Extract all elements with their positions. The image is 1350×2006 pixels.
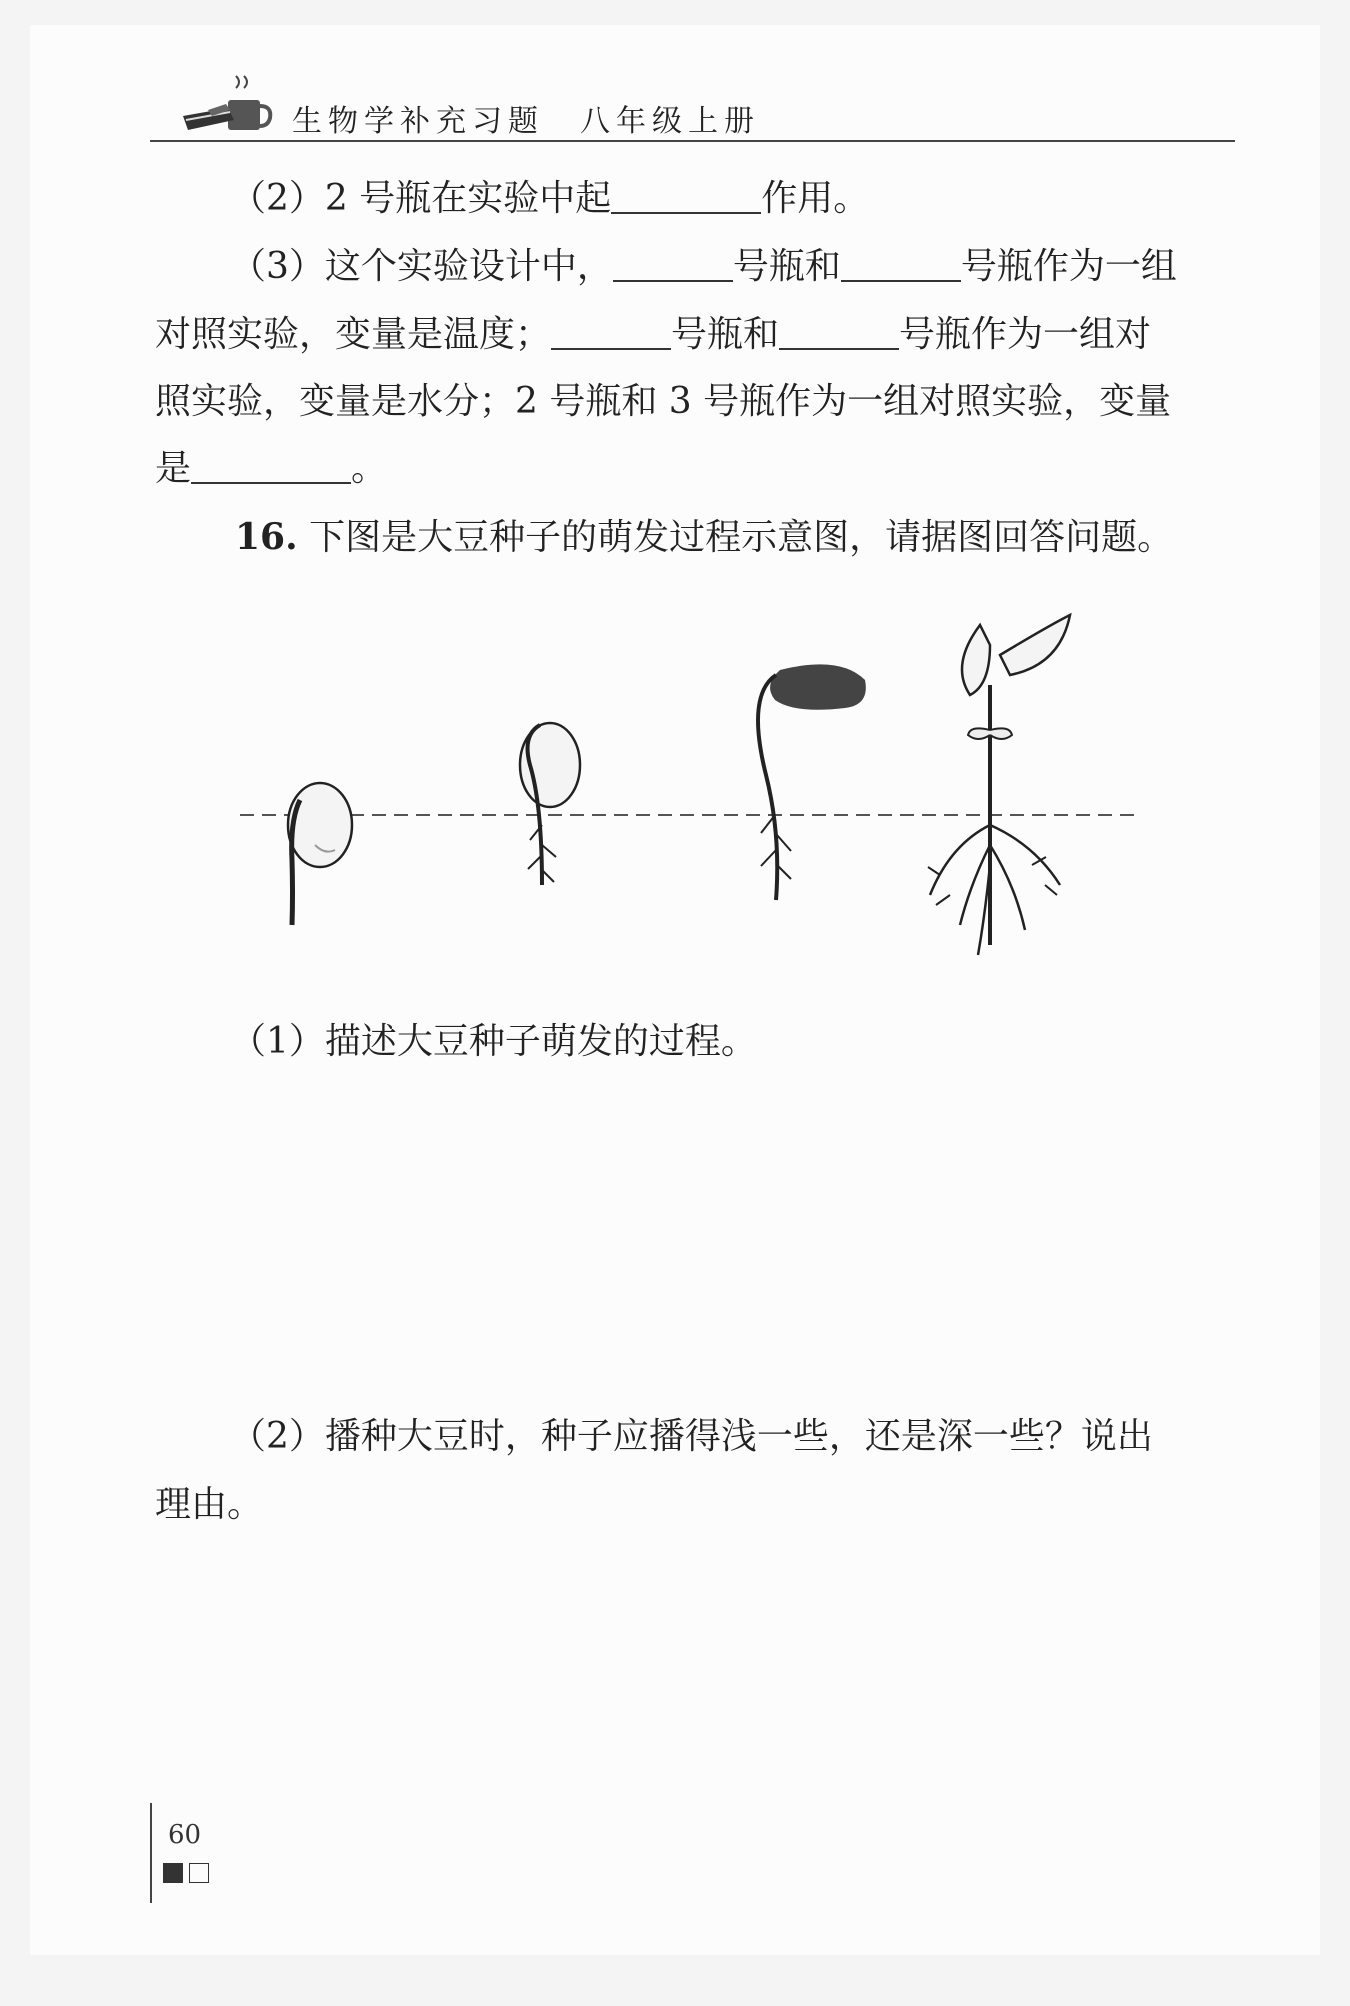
soybean-germination-figure — [220, 595, 1180, 975]
stage4-seedling — [928, 615, 1070, 955]
q15-part3-line1: （3）这个实验设计中， 号瓶和 号瓶作为一组 — [230, 246, 1177, 287]
q15-part3-line2: 对照实验，变量是温度； 号瓶和 号瓶作为一组对 — [155, 314, 1152, 355]
q16-sub2-line2: 理由。 — [155, 1484, 264, 1525]
textbook-page — [30, 25, 1320, 1955]
q16-sub1: （1）描述大豆种子萌发的过程。 — [230, 1021, 757, 1062]
q15-part2: （2）2 号瓶在实验中起 作用。 — [230, 178, 870, 219]
page-header — [150, 70, 1235, 142]
question-number: 16. — [235, 516, 298, 558]
q15-part3-line3: 照实验，变量是水分；2 号瓶和 3 号瓶作为一组对照实验，变量 — [155, 381, 1172, 422]
answer-blank[interactable] — [841, 250, 961, 282]
q16-stem: 16. 下图是大豆种子的萌发过程示意图，请据图回答问题。 — [235, 516, 1174, 558]
stage1-seed — [288, 783, 352, 925]
answer-blank[interactable] — [191, 452, 351, 484]
q16-sub2-line1: （2）播种大豆时，种子应播得浅一些，还是深一些？说出 — [230, 1416, 1153, 1457]
empty-square-icon — [189, 1863, 209, 1883]
answer-blank[interactable] — [611, 182, 761, 214]
page-number: 60 — [168, 1820, 202, 1850]
stage2-radicle — [520, 723, 580, 885]
book-cup-icon — [178, 70, 278, 136]
answer-blank[interactable] — [613, 250, 733, 282]
filled-square-icon — [163, 1863, 183, 1883]
q15-part3-line4: 是 。 — [155, 448, 388, 489]
answer-blank[interactable] — [779, 318, 899, 350]
footer-divider — [150, 1803, 152, 1903]
header-title: 生物学补充习题 八年级上册 — [292, 104, 760, 139]
answer-blank[interactable] — [551, 318, 671, 350]
stage3-arch — [758, 664, 866, 900]
